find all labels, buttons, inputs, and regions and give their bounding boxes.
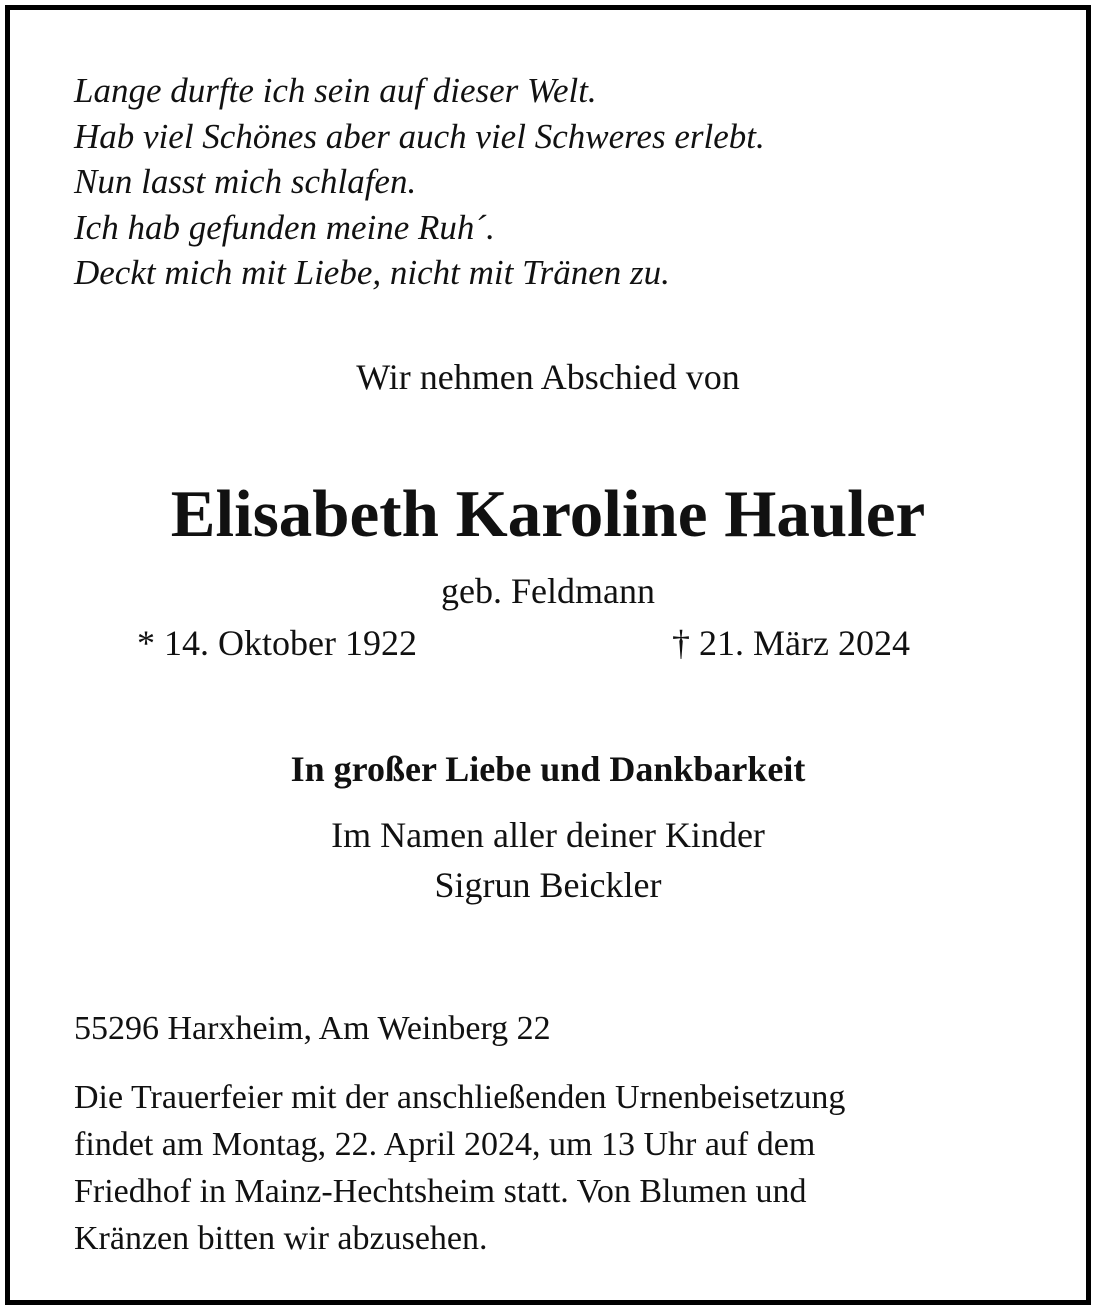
notice-line: Kränzen bitten wir abzusehen.	[74, 1220, 488, 1257]
poem-line: Ich hab gefunden meine Ruh´.	[74, 207, 495, 247]
poem	[74, 68, 765, 296]
closing-phrase: In großer Liebe und Dankbarkeit	[290, 749, 806, 789]
signer-name: Sigrun Beickler	[434, 865, 662, 905]
notice-line: Friedhof in Mainz-Hechtsheim statt. Von Blumen und	[74, 1173, 807, 1210]
address: 55296 Harxheim, Am Weinberg 22	[74, 1010, 551, 1047]
poem-line: Deckt mich mit Liebe, nicht mit Tränen zu.	[74, 253, 670, 292]
funeral-notice	[74, 1074, 845, 1262]
notice-line: Die Trauerfeier mit der anschließenden Urnenbeisetzung	[74, 1079, 846, 1116]
birth-date: * 14. Oktober 1922	[137, 623, 417, 663]
poem-line: Nun lasst mich schlafen.	[74, 162, 417, 201]
notice-line: findet am Montag, 22. April 2024, um 13 Uhr auf dem	[74, 1126, 816, 1163]
poem-line: Hab viel Schönes aber auch viel Schweres erlebt.	[74, 116, 765, 156]
farewell-intro: Wir nehmen Abschied von	[356, 357, 740, 397]
signer-line: Im Namen aller deiner Kinder	[331, 815, 765, 855]
poem-line: Lange durfte ich sein auf dieser Welt.	[74, 71, 597, 110]
deceased-name: Elisabeth Karoline Hauler	[170, 477, 926, 551]
signers	[0, 810, 1096, 910]
death-date: † 21. März 2024	[672, 623, 910, 663]
maiden-name: geb. Feldmann	[441, 571, 655, 611]
